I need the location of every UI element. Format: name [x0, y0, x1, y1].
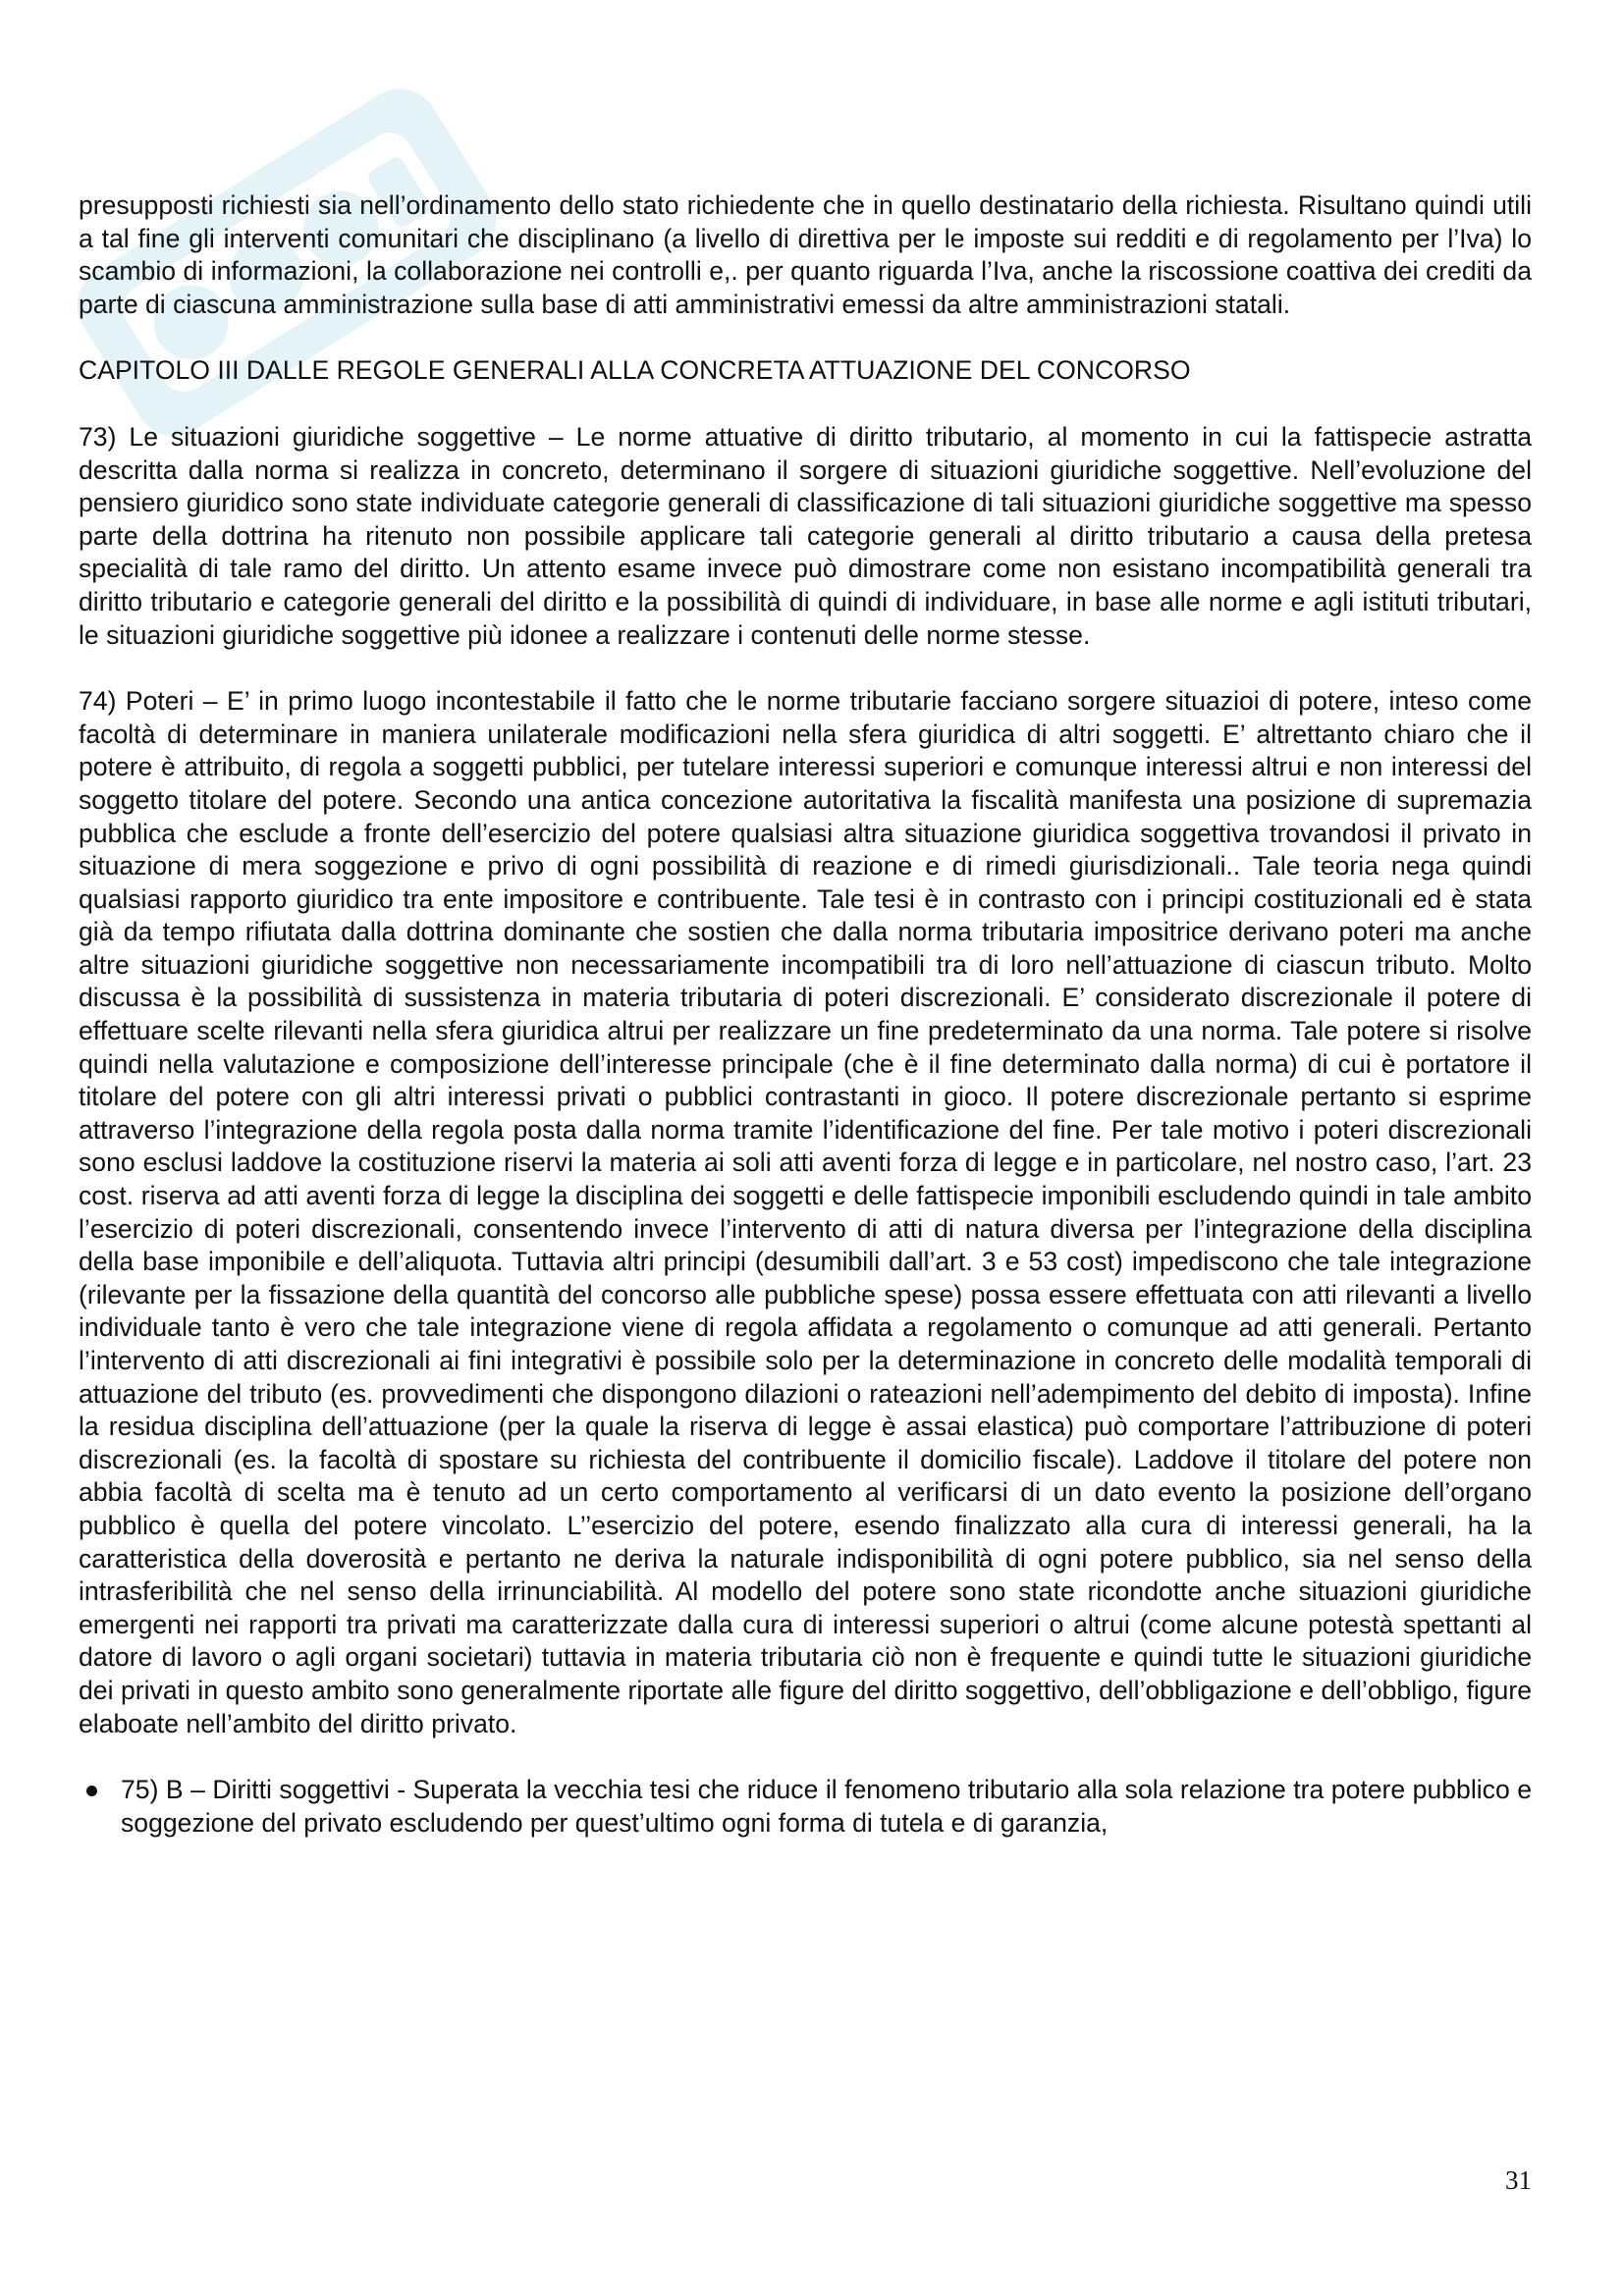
paragraph-intro-continuation: presupposti richiesti sia nell’ordinamento dello stato richiedente che in quello destinatario della richiesta. Risultano quindi utili a tal fine gli interventi comunitari che disciplinano (a livello di direttiva per le imposte sui redditi e di regolamento per l’Iva) lo scambio di informazioni, la collaborazione nei controlli e,. per quanto riguarda l’Iva, anche la riscossione coattiva dei crediti da parte di ciascuna amministrazione sulla base di atti amministrativi emessi da altre amministrazioni statali. [79, 190, 1532, 319]
document-body [79, 189, 1532, 1840]
bullet-list-item [79, 1774, 1532, 1840]
chapter-heading: CAPITOLO III DALLE REGOLE GENERALI ALLA CONCRETA ATTUAZIONE DEL CONCORSO [79, 355, 1191, 386]
bullet-icon [86, 1786, 97, 1796]
page-number: 31 [1505, 2165, 1532, 2195]
paragraph-75: 75) B – Diritti soggettivi - Superata la vecchia tesi che riduce il fenomeno tributario alla sola relazione tra potere pubblico e soggezione del privato escludendo per quest’ultimo ogni forma di tutela e di garanzia, [121, 1775, 1532, 1838]
paragraph-74: 74) Poteri – E’ in primo luogo incontestabile il fatto che le norme tributarie facciano sorgere situazioi di potere, inteso come facoltà di determinare in maniera unilaterale modificazioni nella sfera giuridica di altri soggetti. E’ altrettanto chiaro che il potere è attribuito, di regola a soggetti pubblici, per tutelare interessi superiori e comunque interessi altrui e non interessi del soggetto titolare del potere. Secondo una antica concezione autoritativa la fiscalità manifesta una posizione di supremazia pubblica che esclude a fronte dell’esercizio del potere qualsiasi altra situazione giuridica soggettiva trovandosi il privato in situazione di mera soggezione e privo di ogni possibilità di reazione e di rimedi giurisdizionali.. Tale teoria nega quindi qualsiasi rapporto giuridico tra ente impositore e contribuente. Tale tesi è in contrasto con i principi costituzionali ed è stata già da tempo rifiutata dalla dottrina dominante che sostien che dalla norma tributaria impositrice derivano poteri ma anche altre situazioni giuridiche soggettive non necessariamente incompatibili tra di loro nell’attuazione di ciascun tributo. Molto discussa è la possibilità di sussistenza in materia tributaria di poteri discrezionali. E’ considerato discrezionale il potere di effettuare scelte rilevanti nella sfera giuridica altrui per realizzare un fine predeterminato da una norma. Tale potere si risolve quindi nella valutazione e composizione dell’interesse principale (che è il fine determinato dalla norma) di cui è portatore il titolare del potere con gli altri interessi privati o pubblici contrastanti in gioco. Il potere discrezionale pertanto si esprime attraverso l’integrazione della regola posta dalla norma tramite l’identificazione del fine. Per tale motivo i poteri discrezionali sono esclusi laddove la costituzione riservi la materia ai soli atti aventi forza di legge e in particolare, nel nostro caso, l’art. 23 cost. riserva ad atti aventi forza di legge la disciplina dei soggetti e delle fattispecie imponibili escludendo quindi in tale ambito l’esercizio di poteri discrezionali, consentendo invece l’intervento di atti di natura diversa per l’integrazione della disciplina della base imponibile e dell’aliquota. Tuttavia altri principi (desumibili dall’art. 3 e 53 cost) impediscono che tale integrazione (rilevante per la fissazione della quantità del concorso alle pubbliche spese) possa essere effettuata con atti rilevanti a livello individuale tanto è vero che tale integrazione viene di regola affidata a regolamento o comunque ad atti generali. Pertanto l’intervento di atti discrezionali ai fini integrativi è possibile solo per la determinazione in concreto delle modalità temporali di attuazione del tributo (es. provvedimenti che dispongono dilazioni o rateazioni nell’adempimento del debito di imposta). Infine la residua disciplina dell’attuazione (per la quale la riserva di legge è assai elastica) può comportare l’attribuzione di poteri discrezionali (es. la facoltà di spostare su richiesta del contribuente il domicilio fiscale). Laddove il titolare del potere non abbia facoltà di scelta ma è tenuto ad un certo comportamento al verificarsi di un dato evento la posizione dell’organo pubblico è quella del potere vincolato. L’’esercizio del potere, esendo finalizzato alla cura di interessi generali, ha la caratteristica della doverosità e pertanto ne deriva la naturale indisponibilità di ogni potere pubblico, sia nel senso della intrasferibilità che nel senso della irrinunciabilità. Al modello del potere sono state ricondotte anche situazioni giuridiche emergenti nei rapporti tra privati ma caratterizzate dalla cura di interessi superiori o altrui (come alcune potestà spettanti al datore di lavoro o agli organi societari) tuttavia in materia tributaria ciò non è frequente e quindi tutte le situazioni giuridiche dei privati in questo ambito sono generalmente riportate alle figure del diritto soggettivo, dell’obbligazione e dell’obbligo, figure elaboate nell’ambito del diritto privato. [79, 686, 1532, 1738]
paragraph-73: 73) Le situazioni giuridiche soggettive – Le norme attuative di diritto tributario, al momento in cui la fattispecie astratta descritta dalla norma si realizza in concreto, determinano il sorgere di situazioni giuridiche soggettive. Nell’evoluzione del pensiero giuridico sono state individuate categorie generali di classificazione di tali situazioni giuridiche soggettive ma spesso parte della dottrina ha ritenuto non possibile applicare tali categorie generali al diritto tributario a causa della pretesa specialità di tale ramo del diritto. Un attento esame invece può dimostrare come non esistano incompatibilità generali tra diritto tributario e categorie generali del diritto e la possibilità di quindi di individuare, in base alle norme e agli istituti tributari, le situazioni giuridiche soggettive più idonee a realizzare i contenuti delle norme stesse. [79, 421, 1532, 650]
